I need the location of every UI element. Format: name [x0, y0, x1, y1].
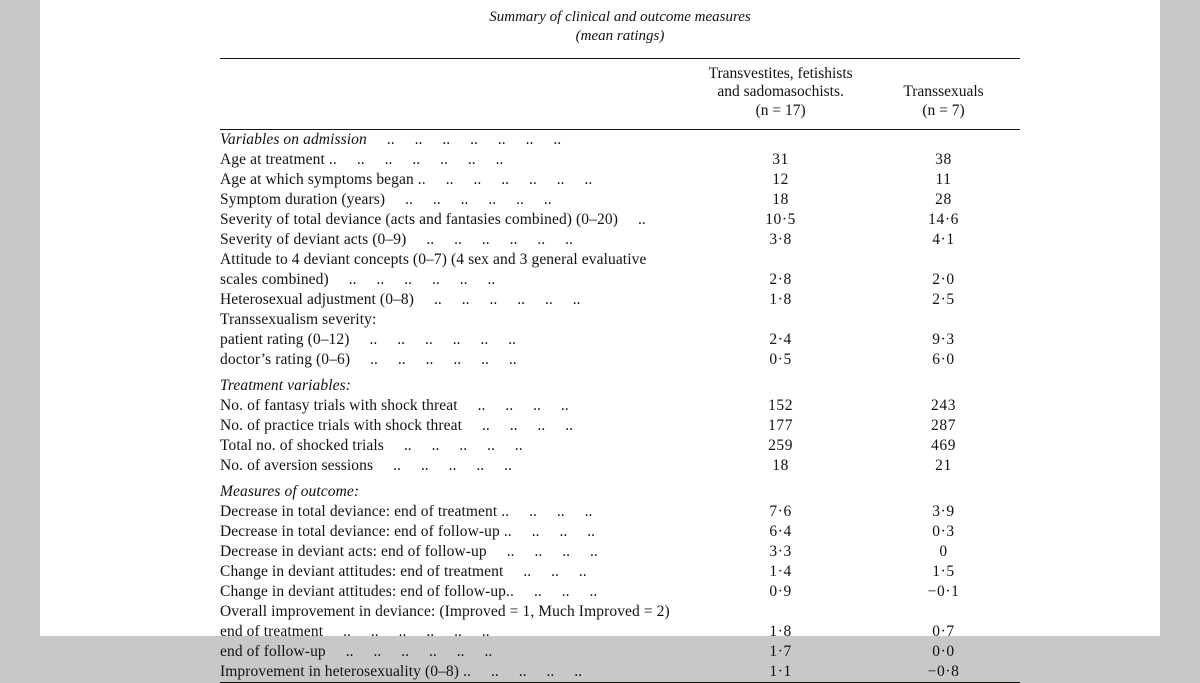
row-label: Severity of deviant acts (0–9) .. .. .. .. .. ..: [220, 230, 694, 250]
row-label: No. of fantasy trials with shock threat .. .. .. ..: [220, 396, 694, 416]
row-label: Age at which symptoms began .. .. .. .. .. .. ..: [220, 170, 694, 190]
row-value-group2: 28: [867, 190, 1020, 210]
row-value-group2: [867, 250, 1020, 270]
row-label: No. of aversion sessions .. .. .. .. ..: [220, 456, 694, 476]
column-header-group2: [867, 59, 1020, 130]
table-row: [220, 416, 1020, 436]
row-value-group2: 9·3: [867, 330, 1020, 350]
table-body: [220, 130, 1020, 683]
table-row: [220, 662, 1020, 683]
section-heading-value-group2: [867, 130, 1020, 150]
row-value-group2: 469: [867, 436, 1020, 456]
caption-line-1: Summary of clinical and outcome measures: [489, 9, 750, 25]
table-row: [220, 310, 1020, 330]
row-value-group1: 18: [694, 456, 867, 476]
table-row: [220, 542, 1020, 562]
section-heading-value-group1: [694, 476, 867, 502]
table-row: [220, 170, 1020, 190]
row-value-group1: 2·4: [694, 330, 867, 350]
table-row: [220, 436, 1020, 456]
row-value-group2: 2·5: [867, 290, 1020, 310]
row-label: Age at treatment .. .. .. .. .. .. ..: [220, 150, 694, 170]
row-label: Improvement in heterosexuality (0–8) .. .. .. .. ..: [220, 662, 694, 683]
section-heading-value-group2: [867, 370, 1020, 396]
table-caption: [220, 8, 1020, 46]
section-heading-value-group2: [867, 476, 1020, 502]
table-row: [220, 210, 1020, 230]
row-value-group1: 6·4: [694, 522, 867, 542]
row-label: Transsexualism severity:: [220, 310, 694, 330]
row-value-group1: 1·8: [694, 622, 867, 642]
row-value-group2: 0: [867, 542, 1020, 562]
table-container: [220, 0, 1020, 683]
row-label: Decrease in deviant acts: end of follow-up .. .. .. ..: [220, 542, 694, 562]
row-value-group1: 259: [694, 436, 867, 456]
row-value-group1: 7·6: [694, 502, 867, 522]
table-row: [220, 642, 1020, 662]
document-page: [40, 0, 1160, 636]
row-value-group2: 287: [867, 416, 1020, 436]
table-row: [220, 622, 1020, 642]
section-heading-row: [220, 476, 1020, 502]
row-value-group1: 3·8: [694, 230, 867, 250]
row-value-group2: 0·7: [867, 622, 1020, 642]
summary-table: [220, 58, 1020, 683]
row-value-group2: −0·1: [867, 582, 1020, 602]
row-label: end of follow-up .. .. .. .. .. ..: [220, 642, 694, 662]
row-value-group2: 4·1: [867, 230, 1020, 250]
row-value-group1: 0·5: [694, 350, 867, 370]
row-value-group2: 14·6: [867, 210, 1020, 230]
row-label: patient rating (0–12) .. .. .. .. .. ..: [220, 330, 694, 350]
column-header-group1-title: Transvestites, fetishists and sadomasochists.: [698, 65, 863, 103]
section-heading-value-group1: [694, 130, 867, 150]
row-value-group2: 6·0: [867, 350, 1020, 370]
row-value-group1: 18: [694, 190, 867, 210]
table-row: [220, 562, 1020, 582]
table-row: [220, 250, 1020, 270]
table-row: [220, 190, 1020, 210]
row-label-header: [220, 59, 694, 130]
table-row: [220, 456, 1020, 476]
row-value-group1: 1·4: [694, 562, 867, 582]
row-value-group1: 10·5: [694, 210, 867, 230]
table-header-row: [220, 59, 1020, 130]
row-label: doctor’s rating (0–6) .. .. .. .. .. ..: [220, 350, 694, 370]
table-row: [220, 150, 1020, 170]
row-value-group2: 3·9: [867, 502, 1020, 522]
table-row: [220, 290, 1020, 310]
row-label: Decrease in total deviance: end of follow-up .. .. .. ..: [220, 522, 694, 542]
table-row: [220, 230, 1020, 250]
row-value-group2: −0·8: [867, 662, 1020, 683]
column-header-group2-n: (n = 7): [871, 102, 1016, 121]
row-value-group1: 0·9: [694, 582, 867, 602]
row-label: Symptom duration (years) .. .. .. .. .. ..: [220, 190, 694, 210]
table-row: [220, 396, 1020, 416]
row-value-group1: 1·8: [694, 290, 867, 310]
row-value-group1: 2·8: [694, 270, 867, 290]
row-label: Overall improvement in deviance: (Improved = 1, Much Improved = 2): [220, 602, 694, 622]
row-label: scales combined) .. .. .. .. .. ..: [220, 270, 694, 290]
column-header-group1: [694, 59, 867, 130]
row-value-group1: 1·1: [694, 662, 867, 683]
row-value-group1: 152: [694, 396, 867, 416]
row-label: Change in deviant attitudes: end of treatment .. .. ..: [220, 562, 694, 582]
row-value-group2: 0·3: [867, 522, 1020, 542]
row-value-group1: 177: [694, 416, 867, 436]
section-heading-row: [220, 370, 1020, 396]
row-value-group2: 11: [867, 170, 1020, 190]
row-value-group1: [694, 250, 867, 270]
section-heading: Treatment variables:: [220, 370, 694, 396]
row-value-group2: 1·5: [867, 562, 1020, 582]
column-header-group1-n: (n = 17): [698, 102, 863, 121]
section-heading: Variables on admission .. .. .. .. .. .. ..: [220, 130, 694, 150]
table-row: [220, 582, 1020, 602]
table-row: [220, 270, 1020, 290]
row-value-group2: [867, 310, 1020, 330]
row-label: Heterosexual adjustment (0–8) .. .. .. .. .. ..: [220, 290, 694, 310]
row-value-group1: 3·3: [694, 542, 867, 562]
table-row: [220, 602, 1020, 622]
row-value-group2: [867, 602, 1020, 622]
section-heading: Measures of outcome:: [220, 476, 694, 502]
table-row: [220, 502, 1020, 522]
table-row: [220, 522, 1020, 542]
row-label: Severity of total deviance (acts and fantasies combined) (0–20) ..: [220, 210, 694, 230]
row-label: Total no. of shocked trials .. .. .. .. ..: [220, 436, 694, 456]
caption-line-2: (mean ratings): [220, 27, 1020, 46]
row-value-group1: 1·7: [694, 642, 867, 662]
row-value-group1: 31: [694, 150, 867, 170]
row-value-group1: 12: [694, 170, 867, 190]
section-heading-row: [220, 130, 1020, 150]
table-row: [220, 330, 1020, 350]
row-value-group1: [694, 602, 867, 622]
row-value-group2: 0·0: [867, 642, 1020, 662]
row-value-group1: [694, 310, 867, 330]
row-value-group2: 243: [867, 396, 1020, 416]
row-label: Change in deviant attitudes: end of follow-up.. .. .. ..: [220, 582, 694, 602]
row-value-group2: 38: [867, 150, 1020, 170]
row-label: end of treatment .. .. .. .. .. ..: [220, 622, 694, 642]
column-header-group2-title: Transsexuals: [871, 83, 1016, 102]
row-label: Decrease in total deviance: end of treatment .. .. .. ..: [220, 502, 694, 522]
row-label: No. of practice trials with shock threat .. .. .. ..: [220, 416, 694, 436]
table-row: [220, 350, 1020, 370]
row-value-group2: 2·0: [867, 270, 1020, 290]
row-label: Attitude to 4 deviant concepts (0–7) (4 sex and 3 general evaluative: [220, 250, 694, 270]
section-heading-value-group1: [694, 370, 867, 396]
row-value-group2: 21: [867, 456, 1020, 476]
